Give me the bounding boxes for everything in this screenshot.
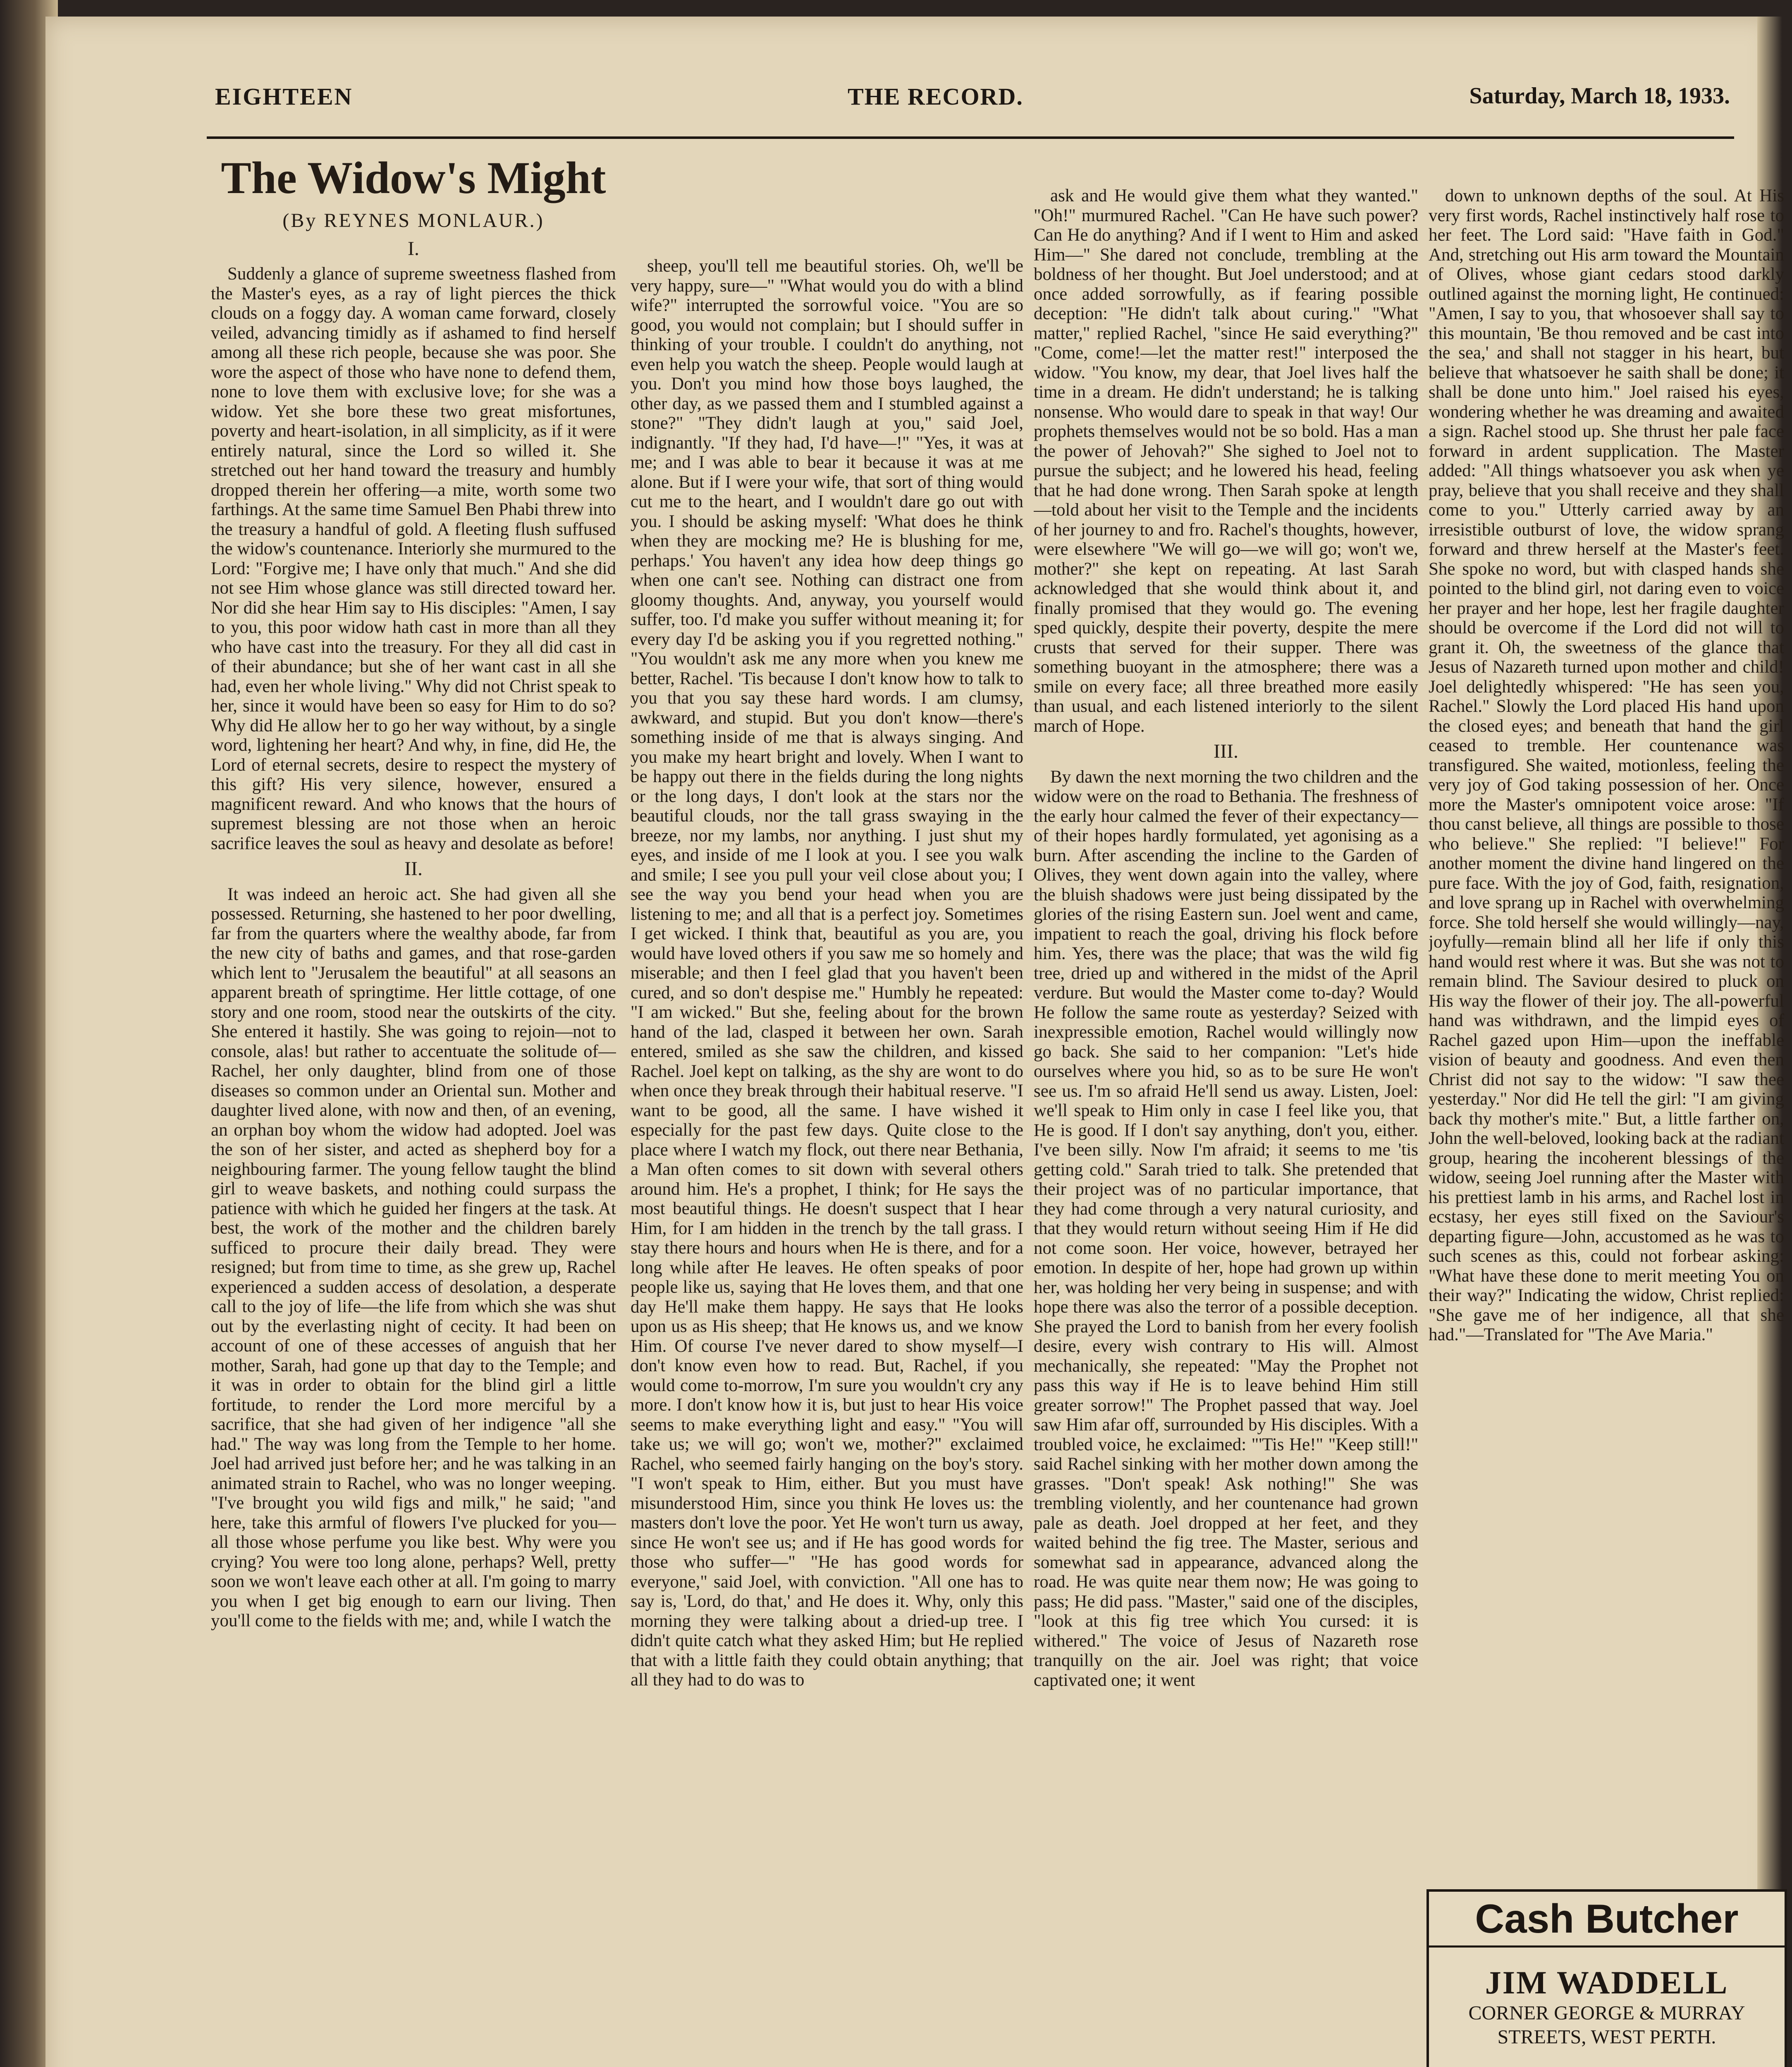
- cash-butcher-ad: [1426, 1889, 1787, 2067]
- ad-address-line: STREETS, WEST PERTH.: [1497, 2026, 1716, 2048]
- story-column-4: [1429, 186, 1784, 1889]
- story-title: The Widow's Might: [221, 153, 606, 203]
- issue-date: Saturday, March 18, 1933.: [1469, 83, 1730, 109]
- header-rule: [207, 136, 1734, 139]
- story-text: It was indeed an heroic act. She had given all she possessed. Returning, she hastened to her poor dwelling, far from the quarters where the wealthy abode, far from the new city of baths and games, and that rose-garden which lent to "Jerusalem the beautiful" at all seasons an apparent breath of springtime. Her little cottage, of one story and one room, stood near the outskirts of the city. She entered it hastily. She was going to rejoin—not to console, alas! but rather to accentuate the solitude of—Rachel, her only daughter, blind from one of those diseases so common under an Oriental sun. Mother and daughter lived alone, with now and then, of an evening, an orphan boy whom the widow had adopted. Joel was the son of her sister, and acted as shepherd boy for a neighbouring farmer. The young fellow taught the blind girl to weave baskets, and nothing could surpass the patience with which he guided her fingers at the task. At best, the work of the mother and the children barely sufficed to procure their daily bread. They were resigned; but from time to time, as she grew up, Rachel experienced a sudden access of desolation, a desperate call to the joy of life—the life from which she was shut out by the everlasting night of cecity. It had been on account of one of these accesses of anguish that her mother, Sarah, had gone up that day to the Temple; and it was in order to obtain for the blind girl a little fortitude, to render the Lord more merciful by a sacrifice, that she had given of her indigence "all she had." The way was long from the Temple to her home. Joel had arrived just before her; and he was talking in an animated strain to Rachel, who was no longer weeping. "I've brought you wild figs and milk," he said; "and here, take this armful of flowers I've plucked for you—all those whose perfume you like best. Why were you crying? You were too long alone, perhaps? Well, pretty soon we won't leave each other at all. I'm going to marry you when I get big enough to earn our living. Then you'll come to the fields with me; and, while I watch the: [211, 884, 616, 1630]
- ad-proprietor: JIM WADDELL: [1485, 1964, 1729, 2000]
- story-text: down to unknown depths of the soul. At His very first words, Rachel instinctively half rose to her feet. The Lord said: "Have faith in God." And, stretching out His arm toward the Mountain of Olives, whose giant cedars stood darkly outlined against the morning light, He continued: "Amen, I say to you, that whosoever shall say to this mountain, 'Be thou removed and be cast into the sea,' and shall not stagger in his heart, but believe that whatsoever he saith shall be done; it shall be done unto him." Joel raised his eyes, wondering whether he was dreaming and awaited a sign. Rachel stood up. She thrust her pale face forward in ardent supplication. The Master added: "All things whatsoever you ask when ye pray, believe that you shall receive and they shall come to you." Utterly carried away by an irresistible outburst of love, the widow sprang forward and threw herself at the Master's feet. She spoke no word, but with clasped hands she pointed to the blind girl, not daring even to voice her prayer and her hope, lest her fragile daughter should be overcome if the Lord did not will to grant it. Oh, the sweetness of the glance that Jesus of Nazareth turned upon mother and child! Joel delightedly whispered: "He has seen you, Rachel." Slowly the Lord placed His hand upon the closed eyes; and beneath that hand the girl ceased to tremble. Her countenance was transfigured. She waited, motionless, feeling the very joy of God taking possession of her. Once more the Master's omnipotent voice arose: "If thou canst believe, all things are possible to those who believe." She replied: "I believe!" For another moment the divine hand lingered on the pure face. With the joy of God, faith, resignation, and love sprang up in Rachel with overwhelming force. She told herself she would willingly—nay, joyfully—remain blind all her life if only this hand would rest where it was. But she was not to remain blind. The Saviour desired to pluck on His way the flower of their joy. The all-powerful hand was withdrawn, and the limpid eyes of Rachel gazed upon Him—upon the ineffable vision of beauty and goodness. And even then Christ did not say to the widow: "I saw thee yesterday." Nor did He tell the girl: "I am giving back thy mother's mite." But, a little farther on, John the well-beloved, looking back at the radiant group, hearing the incoherent blessings of the widow, seeing Joel running after the Master with his prettiest lamb in his arms, and Rachel lost in ecstasy, her eyes still fixed on the Saviour's departing figure—John, accustomed as he was to such scenes as this, could not forbear asking: "What have these done to merit meeting You on their way?" Indicating the widow, Christ replied: "She gave me of her indigence, all that she had."—Translated for "The Ave Maria.": [1429, 186, 1784, 1344]
- section-heading: II.: [404, 858, 423, 880]
- ad-title: Cash Butcher: [1429, 1892, 1785, 1948]
- story-text: By dawn the next morning the two children and the widow were on the road to Bethania. The freshness of the early hour calmed the fever of their expectancy—of their hopes hardly formulated, yet agonising as a burn. After ascending the incline to the Garden of Olives, they went down again into the valley, where the bluish shadows were just being dissipated by the glories of the rising Eastern sun. Joel went and came, impatient to reach the goal, driving his flock before him. Yes, there was the place; that was the wild fig tree, dried up and withered in the midst of the April verdure. But would the Master come to-day? Would He follow the same route as yesterday? Seized with inexpressible emotion, Rachel would willingly now go back. She said to her companion: "Let's hide ourselves where you hid, so as to be sure He won't see us. I'm so afraid He'll send us away. Listen, Joel: we'll speak to Him only in case I feel like you, that He is good. If I don't say anything, don't you, either. I've been silly. Now I'm afraid; it seems to me 'tis getting cold." Sarah tried to talk. She pretended that their project was of no particular importance, that they had come through a very natural curiosity, and that they would return without seeing Him if He did not come soon. Her voice, however, betrayed her emotion. In despite of her, hope had grown up within her, was holding her very being in suspense; and with hope there was also the terror of a possible deception. She prayed the Lord to banish from her every foolish desire, every wish contrary to His will. Almost mechanically, she repeated: "May the Prophet not pass this way if He is to leave behind Him still greater sorrow!" The Prophet passed that way. Joel saw Him afar off, surrounded by His disciples. With a troubled voice, he exclaimed: "'Tis He!" "Keep still!" said Rachel sinking with her mother down among the grasses. "Don't speak! Ask nothing!" She was trembling violently, and her countenance had grown pale as death. Joel dropped at her feet, and they waited behind the fig tree. The Master, serious and somewhat sad in appearance, advanced along the road. He was quite near them now; He was going to pass; He did pass. "Master," said one of the disciples, "look at this fig tree which You cursed: it is withered." The voice of Jesus of Nazareth rose tranquilly on the air. Joel was right; that voice captivated one; it went: [1034, 767, 1418, 1690]
- masthead: THE RECORD.: [848, 83, 1023, 110]
- section-heading: III.: [1214, 740, 1238, 762]
- story-text: sheep, you'll tell me beautiful stories. Oh, we'll be very happy, sure—" "What would you do with a blind wife?" interrupted the sorrowful voice. "You are so good, you would not complain; but I should suffer in thinking of your trouble. I couldn't do anything, not even help you watch the sheep. People would laugh at you. Don't you mind how those boys laughed, the other day, as we passed them and I stumbled against a stone?" "They didn't laugh at you," said Joel, indignantly. "If they had, I'd have—!" "Yes, it was at me; and I was able to bear it because it was at me alone. But if I were your wife, that sort of thing would cut me to the heart, and I wouldn't dare go out with you. I should be asking myself: 'What does he think when they are mocking me? He is blushing for me, perhaps.' You haven't any idea how deep things go when one can't see. Nothing can distract one from gloomy thoughts. And, anyway, you yourself would suffer, too. I'd make you suffer without meaning it; for every day I'd be asking you if you regretted nothing." "You wouldn't ask me any more when you knew me better, Rachel. 'Tis because I don't know how to talk to you that you say these hard words. I am clumsy, awkward, and stupid. But you don't know—there's something inside of me that is always singing. And you make my heart bright and lovely. When I want to be happy out there in the fields during the long nights or the long days, I don't look at the stars nor the beautiful clouds, nor the tall grass swaying in the breeze, nor my lambs, nor anything. I just shut my eyes, and inside of me I look at you. I see you walk and smile; I see you pull your veil close about you; I see the way you bend your head when you are listening to me; and all that is a perfect joy. Sometimes I get wicked. I think that, beautiful as you are, you would have loved others if you saw me so homely and miserable; and then I feel glad that you haven't been cured, and so don't despise me." Humbly he repeated: "I am wicked." But she, feeling about for the brown hand of the lad, clasped it between her own. Sarah entered, smiled as she saw the children, and kissed Rachel. Joel kept on talking, as the shy are wont to do when once they break through their habitual reserve. "I want to be good, all the same. I have wished it especially for the past few days. Quite close to the place where I watch my flock, out there near Bethania, a Man often comes to sit down with several others around him. He's a prophet, I think; for He says the most beautiful things. He doesn't suspect that I hear Him, for I am hidden in the trench by the tall grass. I stay there hours and hours when He is there, and for a long while after He leaves. He often speaks of poor people like us, saying that He loves them, and that one day He'll make them happy. He says that He looks upon us as His sheep; that He knows us, and we know Him. Of course I've never dared to show myself—I don't know even how to read. But, Rachel, if you would come to-morrow, I'm sure you wouldn't cry any more. I don't know how it is, but just to hear His voice seems to make everything light and easy." "You will take us; we will go; won't we, mother?" exclaimed Rachel, who seemed fairly hanging on the boy's story. "I won't speak to Him, either. But you must have misunderstood Him, since you think He loves us: the masters don't love the poor. Yet He won't turn us away, since He won't see us; and if He has good words for those who suffer—" "He has good words for everyone," said Joel, with conviction. "All one has to say is, 'Lord, do that,' and He does it. Why, only this morning they were talking about a dried-up tree. I didn't quite catch what they asked Him; but He replied that with a little faith they could obtain anything; that all they had to do was to: [631, 256, 1023, 1690]
- section-heading: I.: [408, 237, 419, 260]
- story-column-1: [211, 153, 616, 2067]
- story-text: Suddenly a glance of supreme sweetness flashed from the Master's eyes, as a ray of light pierces the thick clouds on a foggy day. A woman came forward, closely veiled, advancing timidly as if ashamed to find herself among all these rich people, because she was poor. She wore the aspect of those who have none to defend them, none to love them with exclusive love; for she was a widow. Yet she bore these two great misfortunes, poverty and heart-isolation, in all simplicity, as if it were entirely natural, since the Lord so willed it. She stretched out her hand toward the treasury and humbly dropped therein her offering—a mite, worth some two farthings. At the same time Samuel Ben Phabi threw into the treasury a handful of gold. A fleeting flush suffused the widow's countenance. Interiorly she murmured to the Lord: "Forgive me; I have only that much." And she did not see Him whose glance was still directed toward her. Nor did she hear Him say to His disciples: "Amen, I say to you, this poor widow hath cast in more than all they who have cast into the treasury. For they all did cast in of their abundance; but she of her want cast in all she had, even her whole living." Why did not Christ speak to her, since it would have been so easy for Him to do so? Why did He allow her to go her way without, by a single word, lightening her heart? And why, in fine, did He, the Lord of eternal secrets, desire to respect the mystery of this gift? His very silence, however, ensured a magnificent reward. And who knows that the hours of supremest blessing are not those when an heroic sacrifice leaves the soul as heavy and desolate as before!: [211, 264, 616, 853]
- story-byline: (By REYNES MONLAUR.): [282, 210, 545, 232]
- page-number: EIGHTEEN: [215, 83, 353, 110]
- story-column-2: [631, 256, 1023, 2067]
- ad-address-line: CORNER GEORGE & MURRAY: [1468, 2002, 1745, 2024]
- story-text: ask and He would give them what they wanted." "Oh!" murmured Rachel. "Can He have such power? Can He do anything? And if I went to Him and asked Him—" She dared not conclude, trembling at the boldness of her thought. But Joel understood; and at once added sorrowfully, as if fearing possible deception: "He didn't talk about curing." "What matter," replied Rachel, "since He said everything?" "Come, come!—let the matter rest!" interposed the widow. "You know, my dear, that Joel lives half the time in a dream. He didn't understand; he is talking nonsense. Who would dare to speak in that way! Our prophets themselves would not be so bold. Has a man the power of Jehovah?" She sighed to Joel not to pursue the subject; and he lowered his head, feeling that he had done wrong. Then Sarah spoke at length—told about her visit to the Temple and the incidents of her journey to and fro. Rachel's thoughts, however, were elsewhere "We will go—we will go; won't we, mother?" she kept on repeating. At last Sarah acknowledged that she would think about it, and finally promised that they would go. The evening sped quickly, despite their poverty, despite the mere crusts that served for their supper. There was something buoyant in the atmosphere; there was a smile on every face; all three breathed more easily than usual, and each listened interiorly to the silent march of Hope.: [1034, 186, 1418, 736]
- story-column-3: [1034, 186, 1418, 2067]
